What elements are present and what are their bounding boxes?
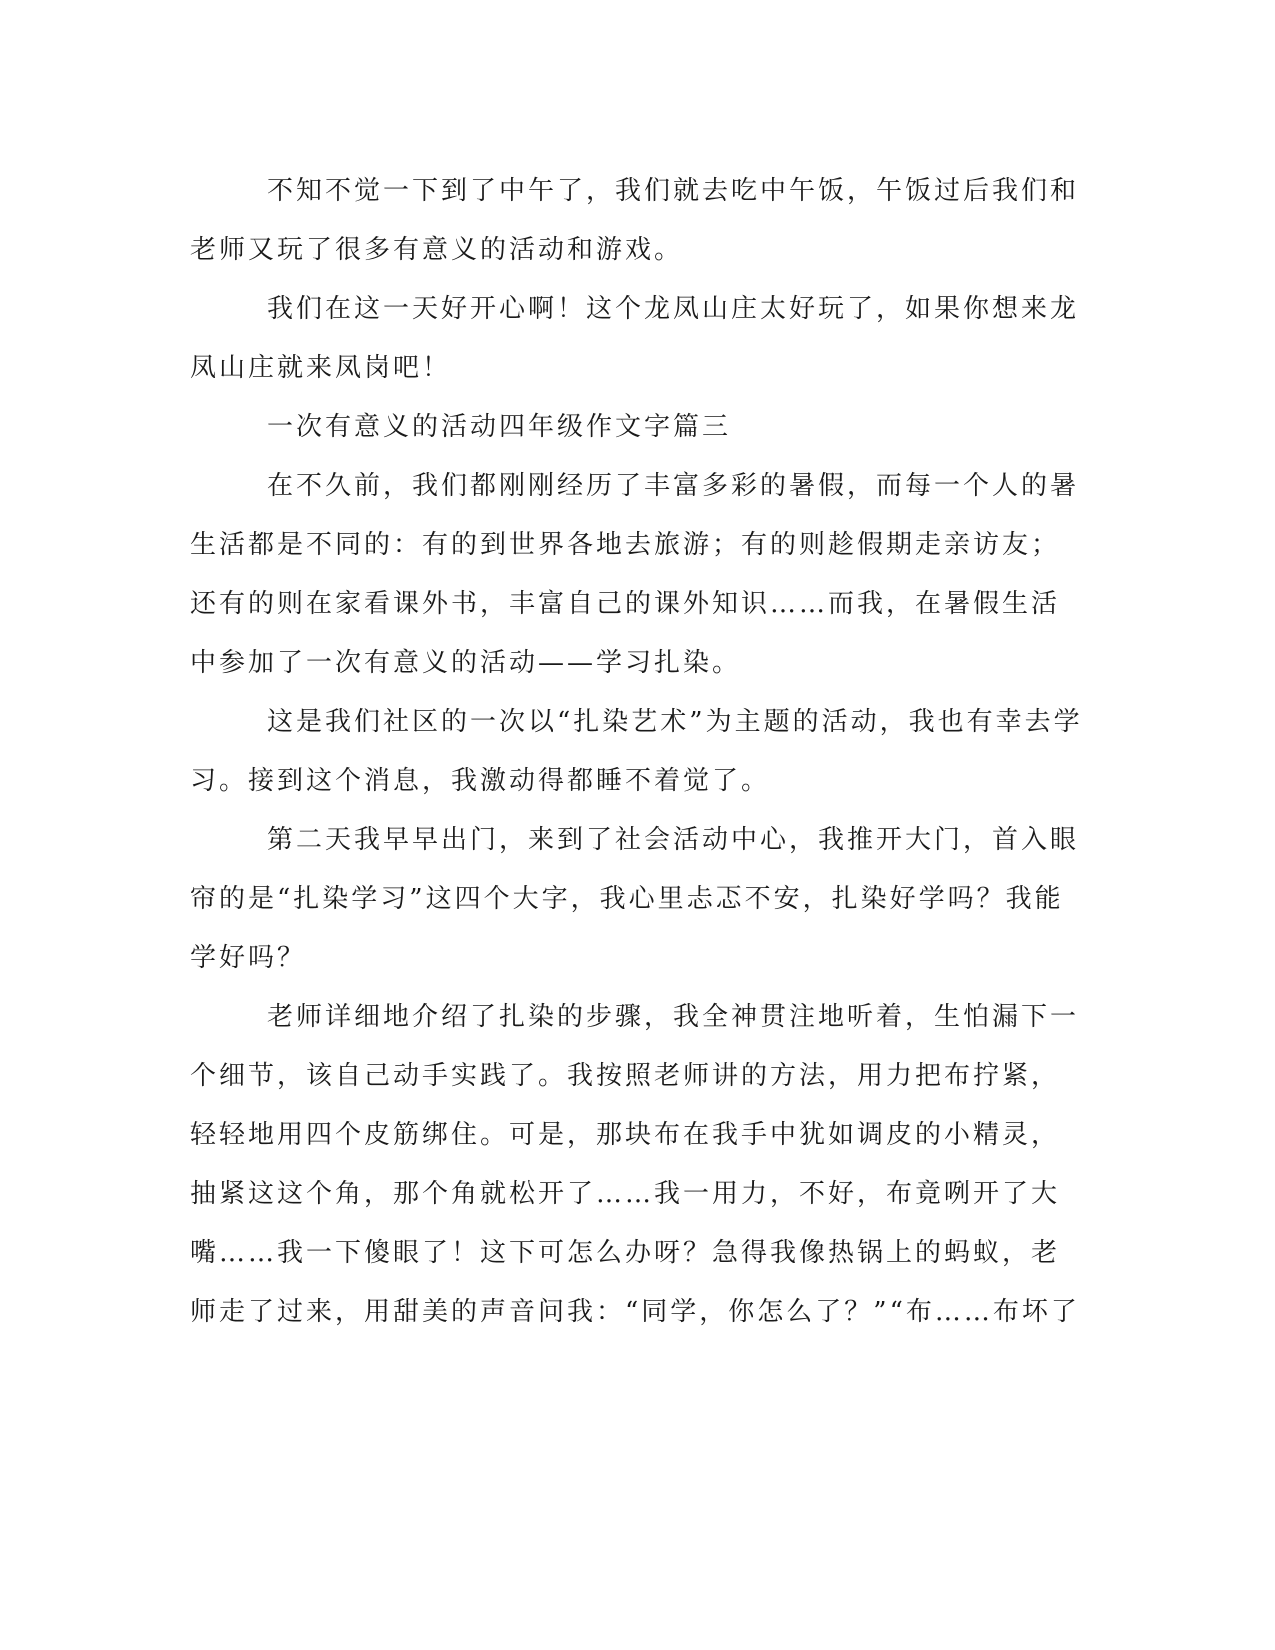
text-line: 一次有意义的活动四年级作文字篇三: [267, 412, 732, 442]
text-line: 生活都是不同的：有的到世界各地去旅游；有的则趁假期走亲访友；: [190, 530, 1061, 560]
text-line: 不知不觉一下到了中午了，我们就去吃中午饭，午饭过后我们和: [267, 176, 1080, 206]
paragraph: [190, 693, 1083, 811]
text-line: 这是我们社区的一次以“扎染艺术”为主题的活动，我也有幸去学: [267, 707, 1083, 737]
text-line: 师走了过来，用甜美的声音问我：“同学，你怎么了？”“布……布坏了: [190, 1297, 1080, 1327]
text-line: 习。接到这个消息，我激动得都睡不着觉了。: [190, 766, 771, 796]
text-line: 中参加了一次有意义的活动——学习扎染。: [190, 648, 742, 678]
text-line: 帘的是“扎染学习”这四个大字，我心里忐忑不安，扎染好学吗？我能: [190, 884, 1064, 914]
text-line: 我们在这一天好开心啊！这个龙凤山庄太好玩了，如果你想来龙: [267, 294, 1080, 324]
text-line: 在不久前，我们都刚刚经历了丰富多彩的暑假，而每一个人的暑: [267, 471, 1080, 501]
essay-body: [190, 162, 1083, 1342]
text-line: 嘴……我一下傻眼了！这下可怎么办呀？急得我像热锅上的蚂蚁，老: [190, 1238, 1061, 1268]
section-heading: [190, 398, 1070, 457]
paragraph: [190, 811, 1080, 988]
text-line: 抽紧这这个角，那个角就松开了……我一用力，不好，布竟咧开了大: [190, 1179, 1061, 1209]
text-line: 凤山庄就来凤岗吧！: [190, 353, 452, 383]
text-line: 还有的则在家看课外书，丰富自己的课外知识……而我，在暑假生活: [190, 589, 1061, 619]
paragraph: [190, 162, 1080, 280]
text-line: 轻轻地用四个皮筋绑住。可是，那块布在我手中犹如调皮的小精灵，: [190, 1120, 1061, 1150]
text-line: 老师又玩了很多有意义的活动和游戏。: [190, 235, 684, 265]
paragraph: [190, 457, 1080, 693]
text-line: 老师详细地介绍了扎染的步骤，我全神贯注地听着，生怕漏下一: [267, 1002, 1080, 1032]
text-line: 个细节，该自己动手实践了。我按照老师讲的方法，用力把布拧紧，: [190, 1061, 1061, 1091]
text-line: 第二天我早早出门，来到了社会活动中心，我推开大门，首入眼: [267, 825, 1080, 855]
paragraph: [190, 280, 1080, 398]
text-line: 学好吗？: [190, 943, 307, 973]
paragraph: [190, 988, 1080, 1342]
